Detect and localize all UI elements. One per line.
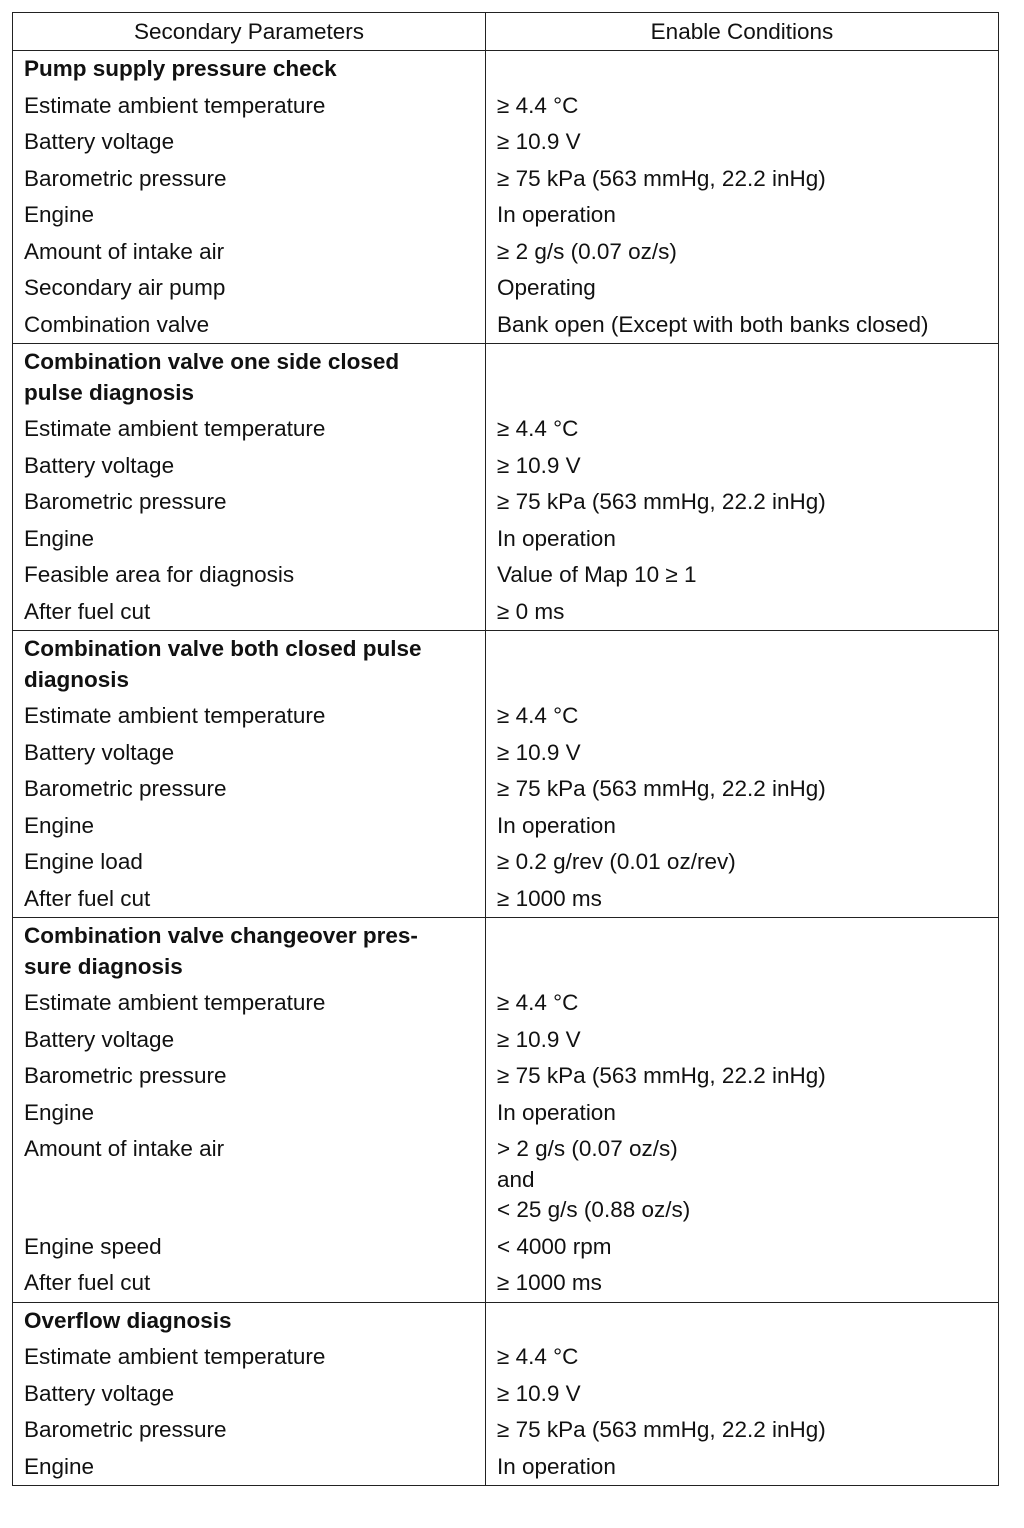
table-row (13, 1339, 999, 1376)
table-row (13, 698, 999, 735)
section-title-line: Combination valve one side closed (24, 349, 400, 374)
condition-line: ≥ 10.9 V (497, 1380, 581, 1406)
condition-line: ≥ 75 kPa (563 mmHg, 22.2 inHg) (497, 489, 826, 514)
condition-cell (486, 1376, 999, 1413)
condition-line: ≥ 4.4 °C (497, 703, 579, 728)
condition-line: < 25 g/s (0.88 oz/s) (497, 1197, 691, 1222)
table-row (13, 1022, 999, 1059)
condition-cell (486, 557, 999, 594)
condition-cell (486, 844, 999, 881)
parameter-cell: Engine (13, 1449, 486, 1486)
condition-line: > 2 g/s (0.07 oz/s) (497, 1136, 678, 1161)
parameter-cell: Estimate ambient temperature (13, 698, 486, 735)
section-title-condition-cell (486, 51, 999, 88)
table-row (13, 985, 999, 1022)
parameter-cell: Estimate ambient temperature (13, 1339, 486, 1376)
condition-line: ≥ 75 kPa (563 mmHg, 22.2 inHg) (497, 1063, 826, 1088)
parameter-cell: Amount of intake air (13, 1131, 486, 1229)
table-row (13, 735, 999, 772)
section-title-condition-cell (486, 1302, 999, 1339)
parameter-cell: Battery voltage (13, 124, 486, 161)
section-title-condition-cell (486, 631, 999, 699)
parameter-cell: Secondary air pump (13, 270, 486, 307)
section-title-line: Combination valve both closed pulse (24, 636, 422, 661)
parameter-cell: Engine (13, 1095, 486, 1132)
section-title (13, 918, 486, 986)
condition-line: ≥ 0.2 g/rev (0.01 oz/rev) (497, 849, 736, 874)
table-row (13, 307, 999, 344)
condition-line: Value of Map 10 ≥ 1 (497, 562, 697, 587)
table-row (13, 557, 999, 594)
condition-line: < 4000 rpm (497, 1233, 612, 1259)
table-row (13, 1095, 999, 1132)
condition-line: ≥ 4.4 °C (497, 92, 579, 118)
condition-cell (486, 1022, 999, 1059)
table-row (13, 88, 999, 125)
section-title-line: Pump supply pressure check (24, 56, 337, 81)
section-title-row (13, 51, 999, 88)
parameter-cell: Estimate ambient temperature (13, 985, 486, 1022)
parameter-cell: Engine (13, 197, 486, 234)
section-title-condition-cell (486, 344, 999, 412)
condition-cell (486, 270, 999, 307)
section-title-row (13, 1302, 999, 1339)
parameter-cell: Barometric pressure (13, 161, 486, 198)
condition-line: ≥ 75 kPa (563 mmHg, 22.2 inHg) (497, 165, 826, 191)
condition-line: ≥ 10.9 V (497, 1026, 581, 1052)
section-title (13, 1302, 486, 1339)
parameter-cell: Battery voltage (13, 448, 486, 485)
parameter-cell: Engine (13, 521, 486, 558)
table-row (13, 411, 999, 448)
table-row (13, 808, 999, 845)
condition-line: ≥ 10.9 V (497, 452, 581, 478)
condition-cell (486, 521, 999, 558)
parameter-cell: Engine load (13, 844, 486, 881)
condition-line: In operation (497, 812, 616, 838)
table-row (13, 881, 999, 918)
condition-cell (486, 735, 999, 772)
condition-line: ≥ 75 kPa (563 mmHg, 22.2 inHg) (497, 1417, 826, 1442)
table-row (13, 1229, 999, 1266)
condition-cell (486, 161, 999, 198)
parameter-cell: After fuel cut (13, 594, 486, 631)
section-title (13, 344, 486, 412)
condition-line: ≥ 4.4 °C (497, 1344, 579, 1369)
condition-line: ≥ 10.9 V (497, 129, 581, 154)
condition-line: In operation (497, 1453, 616, 1479)
section-title (13, 51, 486, 88)
section-title-line: sure diagnosis (24, 953, 183, 979)
parameter-cell: Barometric pressure (13, 484, 486, 521)
table-row (13, 234, 999, 271)
condition-cell (486, 448, 999, 485)
condition-cell (486, 594, 999, 631)
condition-cell (486, 698, 999, 735)
condition-line: ≥ 10.9 V (497, 739, 581, 765)
parameter-cell: Barometric pressure (13, 1058, 486, 1095)
condition-line: ≥ 2 g/s (0.07 oz/s) (497, 238, 677, 264)
enable-conditions-table (12, 12, 999, 1486)
table-row (13, 1376, 999, 1413)
condition-cell (486, 808, 999, 845)
section-title-line: Overflow diagnosis (24, 1307, 232, 1333)
section-title-row (13, 631, 999, 699)
table-row (13, 484, 999, 521)
condition-cell (486, 1265, 999, 1302)
section-title-line: diagnosis (24, 666, 130, 692)
condition-cell (486, 1095, 999, 1132)
table-row (13, 1058, 999, 1095)
section-title-line: pulse diagnosis (24, 379, 195, 405)
condition-cell (486, 124, 999, 161)
parameter-cell: Barometric pressure (13, 771, 486, 808)
table-row (13, 844, 999, 881)
condition-line: ≥ 1000 ms (497, 1270, 602, 1295)
header-secondary-parameters: Secondary Parameters (13, 13, 486, 51)
table-row (13, 1265, 999, 1302)
table-row (13, 594, 999, 631)
table-row (13, 1131, 999, 1229)
condition-cell (486, 234, 999, 271)
section-title (13, 631, 486, 699)
condition-line: In operation (497, 525, 616, 551)
condition-line: ≥ 4.4 °C (497, 990, 579, 1015)
condition-cell (486, 1131, 999, 1229)
condition-cell (486, 1412, 999, 1449)
condition-cell (486, 1229, 999, 1266)
condition-line: ≥ 0 ms (497, 598, 565, 624)
parameter-cell: Battery voltage (13, 1376, 486, 1413)
condition-cell (486, 411, 999, 448)
parameter-cell: Barometric pressure (13, 1412, 486, 1449)
section-title-line: Combination valve changeover pres- (24, 923, 418, 948)
condition-line: ≥ 1000 ms (497, 885, 602, 911)
parameter-cell: Amount of intake air (13, 234, 486, 271)
table-row (13, 1449, 999, 1486)
parameter-cell: Engine speed (13, 1229, 486, 1266)
condition-cell (486, 1058, 999, 1095)
parameter-cell: Battery voltage (13, 1022, 486, 1059)
parameter-cell: After fuel cut (13, 1265, 486, 1302)
condition-cell (486, 307, 999, 344)
header-enable-conditions: Enable Conditions (486, 13, 999, 51)
condition-cell (486, 1339, 999, 1376)
parameter-cell: Battery voltage (13, 735, 486, 772)
parameter-cell: Engine (13, 808, 486, 845)
condition-line: In operation (497, 1099, 616, 1125)
table-row (13, 161, 999, 198)
table-row (13, 1412, 999, 1449)
table-body (13, 51, 999, 1486)
table-row (13, 521, 999, 558)
parameter-cell: Estimate ambient temperature (13, 411, 486, 448)
parameter-cell: Estimate ambient temperature (13, 88, 486, 125)
condition-line: In operation (497, 202, 616, 227)
condition-cell (486, 197, 999, 234)
table-row (13, 448, 999, 485)
parameter-cell: After fuel cut (13, 881, 486, 918)
condition-line: Bank open (Except with both banks closed) (497, 311, 929, 337)
condition-cell (486, 88, 999, 125)
section-title-row (13, 918, 999, 986)
parameter-cell: Feasible area for diagnosis (13, 557, 486, 594)
condition-cell (486, 484, 999, 521)
header-row (13, 13, 999, 51)
table-row (13, 124, 999, 161)
table-row (13, 270, 999, 307)
condition-line: ≥ 4.4 °C (497, 416, 579, 441)
parameter-cell: Combination valve (13, 307, 486, 344)
table-header (13, 13, 999, 51)
condition-line: Operating (497, 275, 596, 300)
condition-cell (486, 985, 999, 1022)
table-row (13, 771, 999, 808)
condition-cell (486, 771, 999, 808)
condition-cell (486, 881, 999, 918)
section-title-row (13, 344, 999, 412)
section-title-condition-cell (486, 918, 999, 986)
condition-line: ≥ 75 kPa (563 mmHg, 22.2 inHg) (497, 776, 826, 801)
table-row (13, 197, 999, 234)
condition-cell (486, 1449, 999, 1486)
condition-line: and (497, 1166, 535, 1192)
